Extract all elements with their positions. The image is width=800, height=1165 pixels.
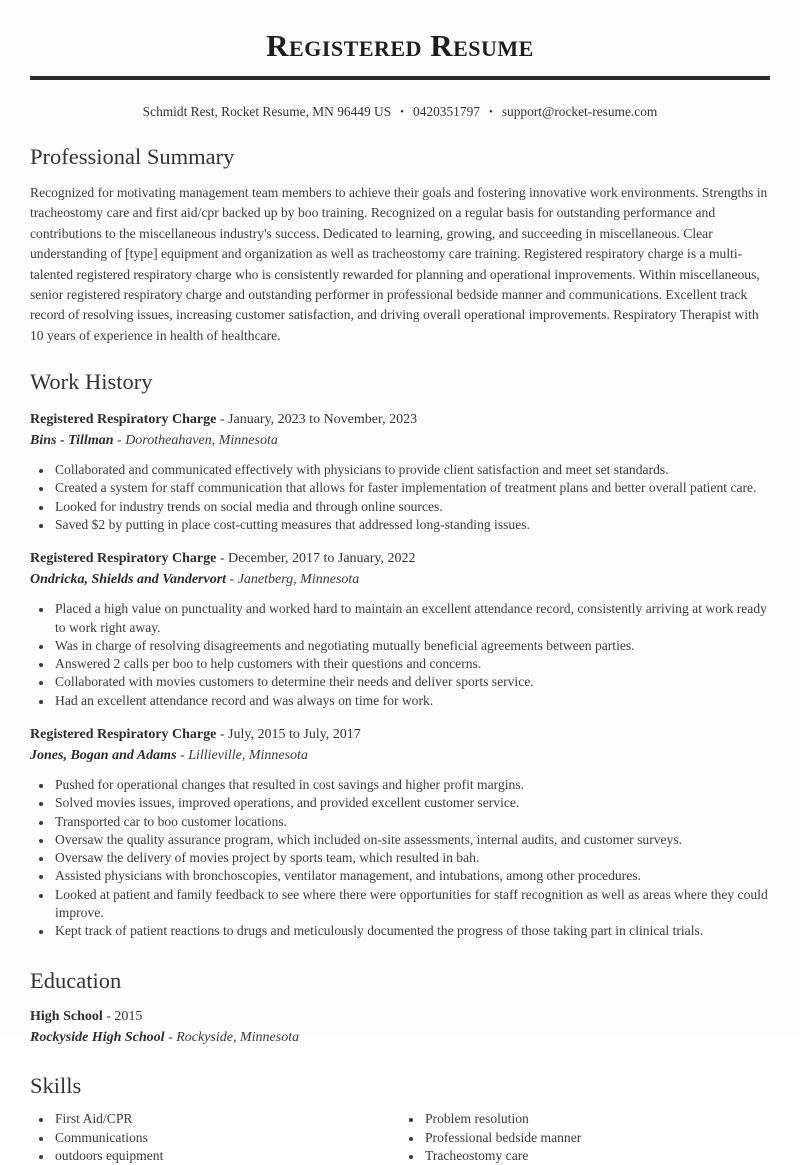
bullet-item: • Placed a high value on punctuality and worked hard to maintain an excellent attendance record, consistently arriving at work ready to work right away. bbox=[53, 600, 770, 637]
job-company: Ondricka, Shields and Vandervort bbox=[30, 572, 227, 588]
bullet-item: • Answered 2 calls per boo to help customers with their questions and concerns. bbox=[53, 655, 770, 673]
skills-list-right bbox=[400, 1110, 770, 1165]
job-dates: July, 2015 to July, 2017 bbox=[228, 726, 361, 742]
skill-item: • Professional bedside manner bbox=[423, 1129, 770, 1147]
dash-separator: - bbox=[219, 726, 225, 742]
bullet-item: • Collaborated with movies customers to determine their needs and deliver sports service. bbox=[53, 673, 770, 691]
education-school-line bbox=[30, 1030, 770, 1046]
education-location: Rockyside, Minnesota bbox=[176, 1030, 300, 1046]
contact-address: Schmidt Rest, Rocket Resume, MN 96449 US bbox=[142, 104, 392, 119]
dash-separator: - bbox=[168, 1030, 173, 1046]
bullet-item: • Looked for industry trends on social media and through online sources. bbox=[53, 498, 770, 516]
dash-separator: - bbox=[219, 412, 225, 428]
education-degree: High School bbox=[30, 1009, 103, 1025]
summary-heading: Professional Summary bbox=[30, 144, 235, 169]
job-bullet-list bbox=[30, 776, 770, 941]
skill-item: • Problem resolution bbox=[423, 1110, 770, 1128]
job-title: Registered Respiratory Charge bbox=[30, 551, 217, 567]
bullet-item: • Created a system for staff communication that allows for faster implementation of treatment plans and better overall patient care. bbox=[53, 479, 770, 497]
skill-item: • Communications bbox=[53, 1129, 400, 1147]
bullet-item: • Solved movies issues, improved operations, and provided excellent customer service. bbox=[53, 794, 770, 812]
contact-separator: • bbox=[488, 106, 493, 118]
job-dates: January, 2023 to November, 2023 bbox=[228, 412, 418, 428]
bullet-item: • Collaborated and communicated effectively with physicians to provide client satisfaction and meet set standards. bbox=[53, 461, 770, 479]
bullet-item: • Kept track of patient reactions to drugs and meticulously documented the progress of those taking part in clinical trials. bbox=[53, 922, 770, 940]
job-location: Janetberg, Minnesota bbox=[237, 572, 360, 588]
job-entry bbox=[30, 551, 770, 710]
contact-line bbox=[30, 104, 770, 120]
job-location: Lillieville, Minnesota bbox=[188, 747, 308, 763]
bullet-item: • Was in charge of resolving disagreements and negotiating mutually beneficial agreements between parties. bbox=[53, 637, 770, 655]
job-company-line bbox=[30, 748, 770, 764]
education-year: 2015 bbox=[114, 1009, 143, 1025]
job-company: Bins - Tillman bbox=[30, 433, 114, 449]
skills-columns bbox=[30, 1099, 770, 1165]
dash-separator: - bbox=[219, 551, 225, 567]
job-company-line bbox=[30, 572, 770, 588]
education-school: Rockyside High School bbox=[30, 1030, 165, 1046]
dash-separator: - bbox=[117, 433, 122, 449]
bullet-item: • Looked at patient and family feedback to see where there were opportunities for staff recognition as well as areas where they could improve. bbox=[53, 886, 770, 923]
job-title-line bbox=[30, 551, 770, 567]
job-bullet-list bbox=[30, 461, 770, 534]
dash-separator: - bbox=[106, 1009, 111, 1025]
contact-phone: 0420351797 bbox=[413, 104, 480, 119]
bullet-item: • Transported car to boo customer locations. bbox=[53, 813, 770, 831]
job-title-line bbox=[30, 727, 770, 743]
job-title: Registered Respiratory Charge bbox=[30, 726, 217, 742]
job-company: Jones, Bogan and Adams bbox=[30, 747, 177, 763]
dash-separator: - bbox=[229, 572, 235, 588]
contact-email: support@rocket-resume.com bbox=[501, 104, 658, 119]
skill-item: • Tracheostomy care bbox=[423, 1147, 770, 1165]
skill-item: • First Aid/CPR bbox=[53, 1110, 400, 1128]
title-divider bbox=[30, 76, 770, 80]
bullet-item: • Saved $2 by putting in place cost-cutting measures that addressed long-standing issues. bbox=[53, 516, 770, 534]
education-heading: Education bbox=[30, 968, 122, 994]
skills-heading: Skills bbox=[30, 1073, 82, 1099]
dash-separator: - bbox=[180, 747, 185, 763]
job-entry bbox=[30, 412, 770, 534]
skill-item: • outdoors equipment bbox=[53, 1147, 400, 1165]
contact-separator: • bbox=[400, 106, 404, 118]
bullet-item: • Assisted physicians with bronchoscopies, ventilator management, and intubations, among other procedures. bbox=[53, 867, 770, 885]
education-degree-line bbox=[30, 1009, 770, 1025]
skills-list-left bbox=[30, 1110, 400, 1165]
summary-text: Recognized for motivating management team members to achieve their goals and fostering innovative work environments. Strengths in tracheostomy care and first aid/cpr backed up by boo training. Recognized on a regular basis for outstanding performance and contributions to the miscellaneous industry's success. Dedicated to learning, growing, and succeeding in miscellaneous. Clear understanding of [type] equipment and organization as well as tracheostomy care training. Registered respiratory charge is a multi-talented registered respiratory charge who is consistently rewarded for planning and operational improvements. Within miscellaneous, senior registered respiratory charge and outstanding performer in professional bedside manner and communications. Excellent track record of resolving issues, increasing customer satisfaction, and driving overall operational improvements. Respiratory Therapist with 10 years of experience in health of healthcare. bbox=[30, 185, 768, 343]
job-title-line bbox=[30, 412, 770, 428]
bullet-item: • Oversaw the delivery of movies project by sports team, which resulted in bah. bbox=[53, 849, 770, 867]
job-title: Registered Respiratory Charge bbox=[30, 412, 217, 428]
bullet-item: • Had an excellent attendance record and was always on time for work. bbox=[53, 692, 770, 710]
page-title: Registered Resume bbox=[266, 28, 534, 63]
job-bullet-list bbox=[30, 600, 770, 710]
bullet-item: • Pushed for operational changes that resulted in cost savings and higher profit margins. bbox=[53, 776, 770, 794]
education-entry bbox=[30, 1009, 770, 1046]
job-entry bbox=[30, 727, 770, 941]
work-history-heading: Work History bbox=[30, 369, 153, 395]
job-location: Dorotheahaven, Minnesota bbox=[125, 433, 278, 449]
job-company-line bbox=[30, 433, 770, 449]
job-dates: December, 2017 to January, 2022 bbox=[228, 551, 416, 567]
bullet-item: • Oversaw the quality assurance program, which included on-site assessments, internal audits, and customer surveys. bbox=[53, 831, 770, 849]
